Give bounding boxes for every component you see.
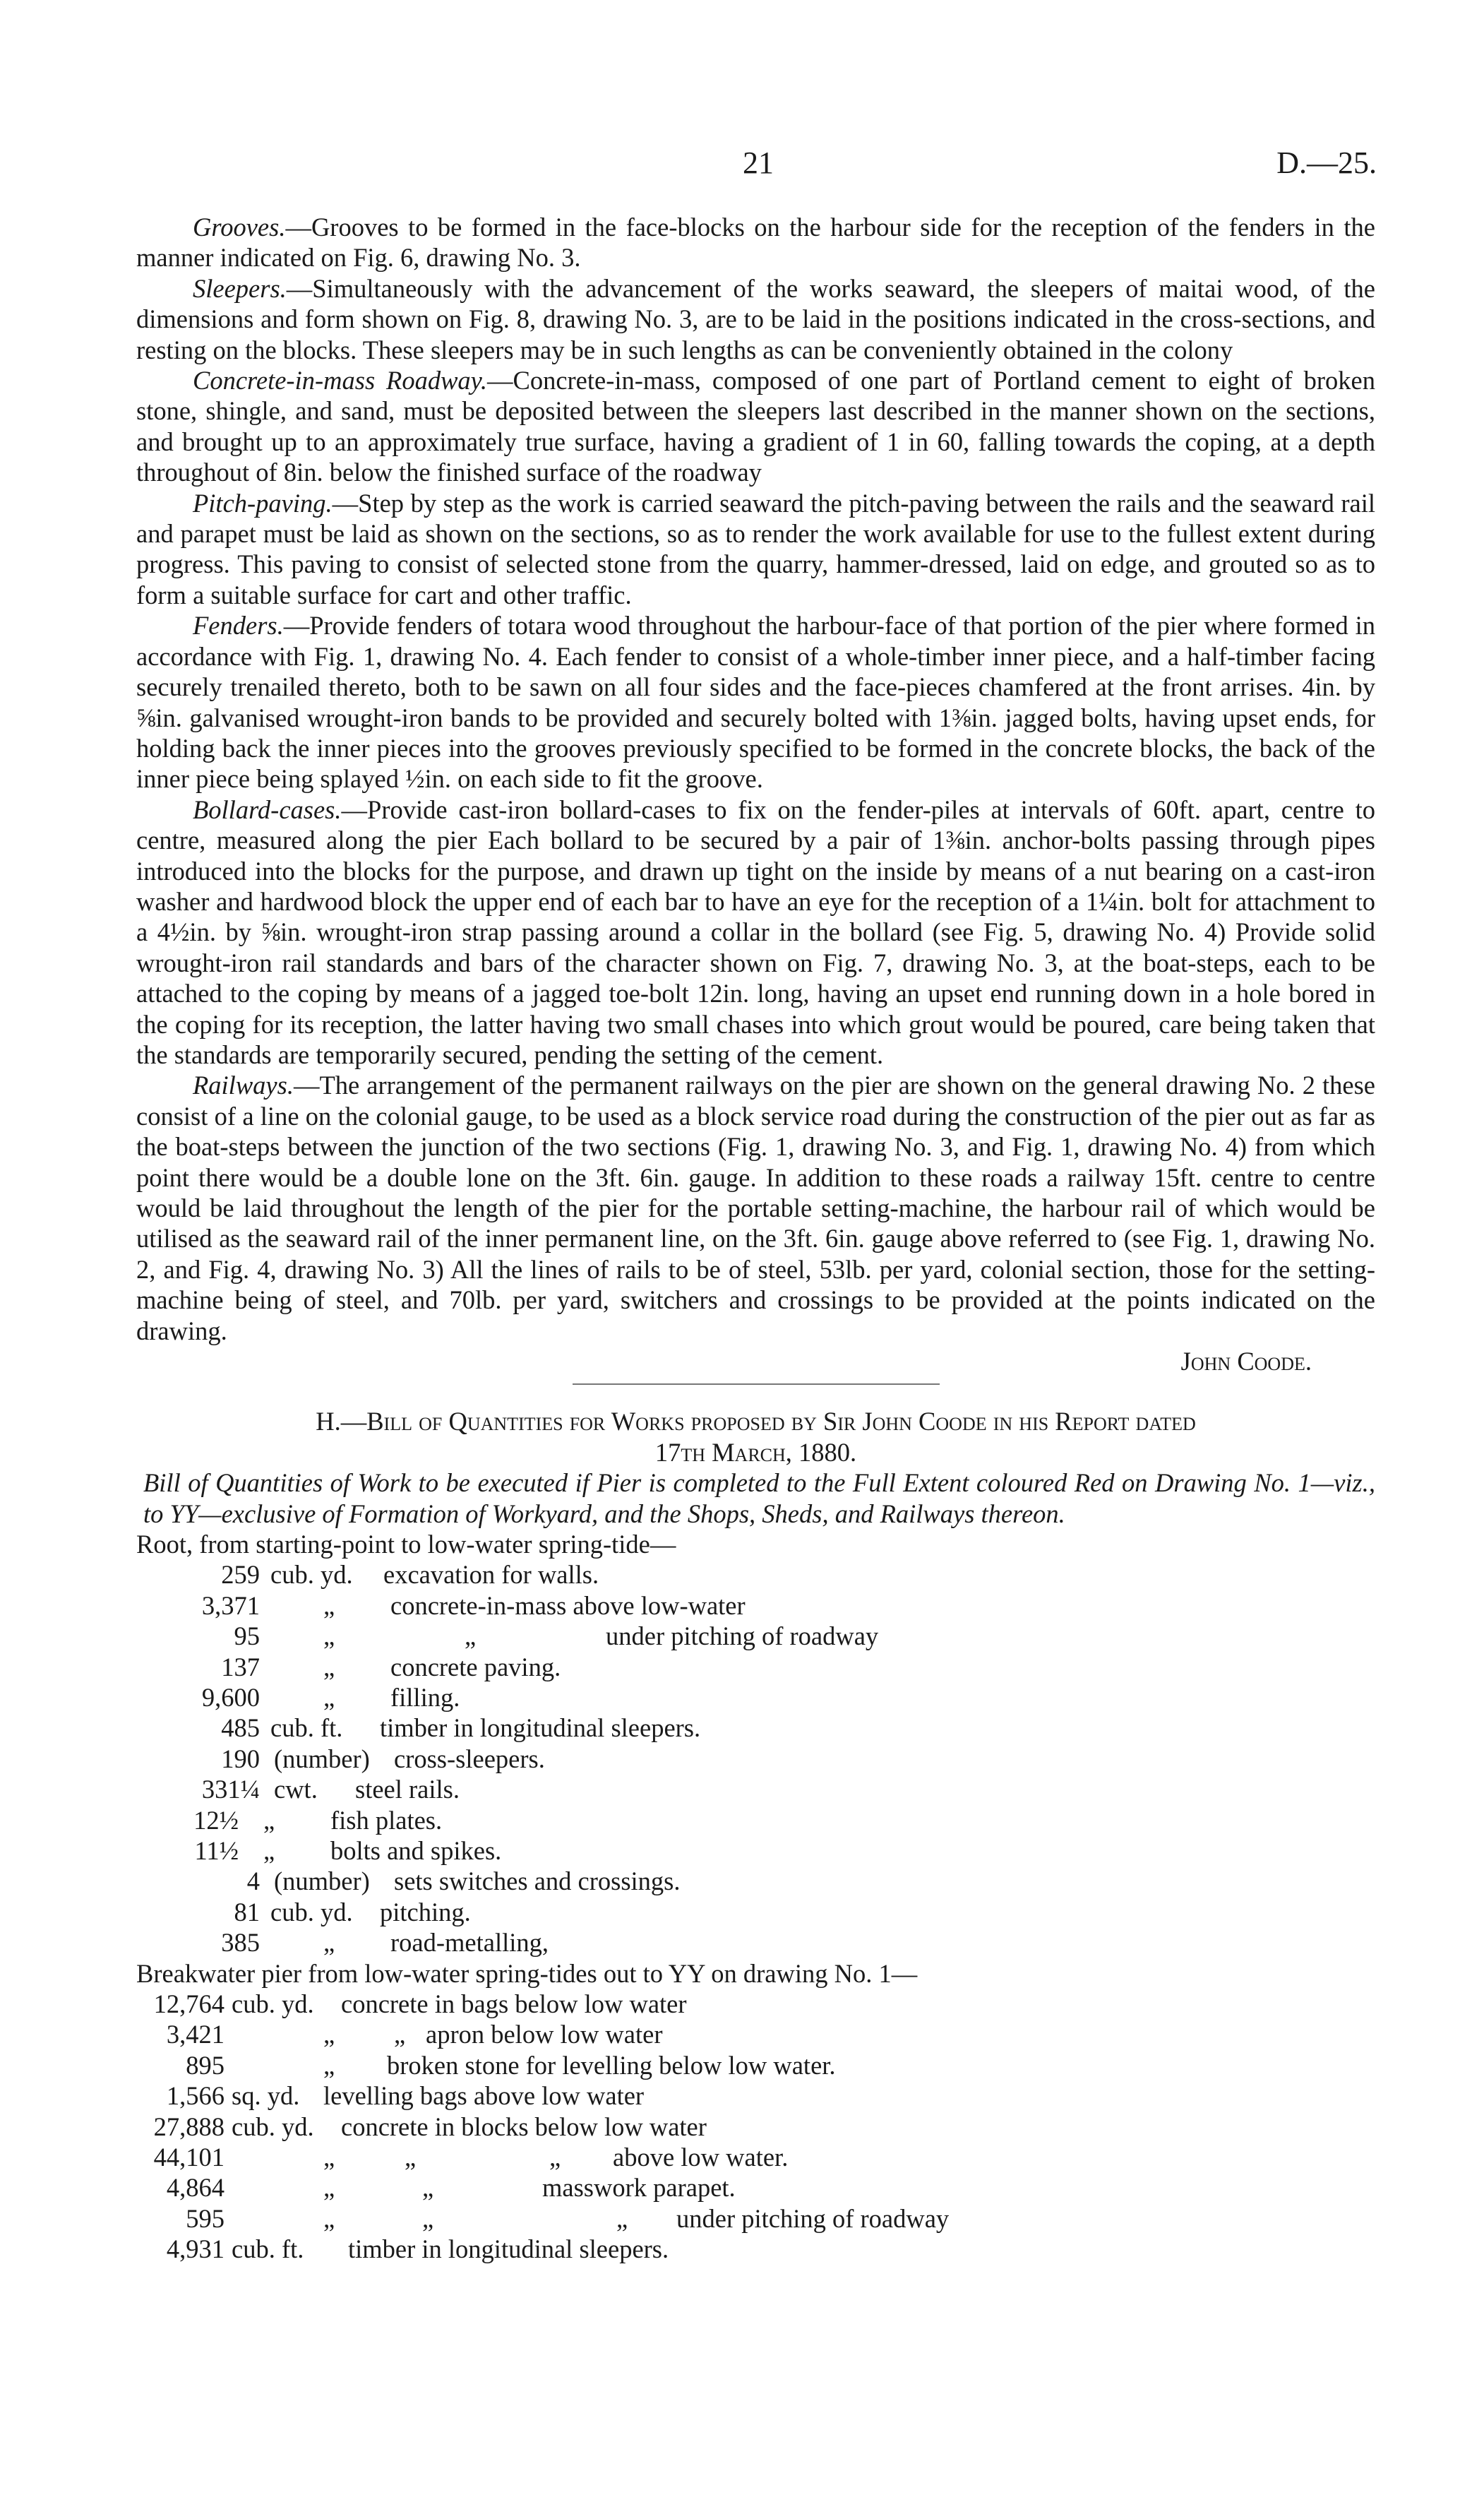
quantity-value: 1,566: [166, 2081, 225, 2111]
bill-title: H.—Bill of Quantities for Works proposed by Sir John Coode in his Report dated: [316, 1407, 1196, 1436]
quantity-unit: „: [263, 1835, 275, 1865]
quantity-row: [136, 2203, 1375, 2234]
quantity-value: 27,888: [153, 2112, 225, 2141]
quantity-value: 4: [246, 1866, 260, 1896]
quantity-unit: cwt.: [274, 1775, 318, 1804]
quantity-row: [136, 1774, 1375, 1804]
quantity-row: [136, 2234, 1375, 2264]
quantity-row: [136, 2142, 1375, 2172]
quantity-description: pitching.: [380, 1897, 471, 1927]
quantity-value: 44,101: [153, 2142, 225, 2172]
quantity-description: concrete paving.: [390, 1652, 561, 1681]
paragraph-concrete-roadway: Concrete-in-mass Roadway.—Concrete-in-mass, composed of one part of Portland cement to eight of broken stone, shingle, and sand, must be deposited between the sleepers last described in the manner shown on the sections, and brought up to an approximately true surface, having a gradient of 1 in 60, falling towards the coping, at a depth throughout of 8in. below the finished surface of the roadway: [136, 366, 1376, 487]
quantity-unit: cub. yd.: [232, 1989, 314, 2018]
quantity-unit: „: [323, 2203, 335, 2233]
quantity-row: [136, 1559, 1375, 1590]
quantity-value: 4,864: [166, 2173, 225, 2203]
quantity-description: steel rails.: [355, 1775, 460, 1804]
quantity-description: timber in longitudinal sleepers.: [380, 1713, 701, 1743]
quantity-description: timber in longitudinal sleepers.: [348, 2234, 669, 2264]
paragraph-bollard-cases: Bollard-cases.—Provide cast-iron bollard-cases to fix on the fender-piles at intervals of 60ft. apart, centre to centre, measured along the pier Each bollard to be secured by a pair of 1⅜in. anchor-bolts passing through pipes introduced into the blocks for the purpose, and drawn up tight on the inside by means of a nut bearing on a cast-iron washer and hardwood block the upper end of each bar to have an eye for the reception of a 1¼in. bolt for attachment to a 4½in. by ⅝in. wrought-iron strap passing around a collar in the bollard (see Fig. 5, drawing No. 4) Provide solid wrought-iron rail standards and bars of the character shown on Fig. 7, drawing No. 3, at the boat-steps, each to be attached to the coping by means of a jagged toe-bolt 12in. long, having an upset end running down in a hole bored in the coping for its reception, the latter having two small chases into which grout would be poured, care being taken that the standards are temporarily secured, pending the setting of the cement.: [136, 794, 1375, 1069]
signature: John Coode.: [1180, 1347, 1312, 1376]
quantity-unit: „: [323, 1590, 335, 1620]
quantity-description: excavation for walls.: [383, 1560, 599, 1590]
section-breakwater-items: [136, 1989, 1375, 2265]
quantity-unit: cub. yd.: [270, 1897, 353, 1927]
quantity-unit: „: [323, 2173, 335, 2203]
quantity-row: [136, 1621, 1375, 1651]
quantity-value: 595: [186, 2203, 225, 2233]
quantity-description: broken stone for levelling below low water.: [387, 2050, 836, 2080]
quantity-value: 895: [186, 2050, 225, 2080]
bill-subtitle-block: [136, 1467, 1375, 1529]
quantity-value: 11½: [194, 1835, 239, 1865]
quantity-unit: cub. yd.: [232, 2112, 314, 2141]
quantity-row: [136, 1682, 1375, 1713]
bill-title-date: 17th March, 1880.: [654, 1437, 857, 1467]
quantity-value: 9,600: [201, 1683, 260, 1713]
quantity-unit: (number): [274, 1744, 370, 1773]
ditto-mark: „: [422, 2203, 434, 2233]
quantity-description: road-metalling,: [390, 1928, 549, 1958]
quantity-row: [136, 2172, 1375, 2203]
quantity-unit: „: [323, 1683, 335, 1713]
quantity-unit: „: [323, 2050, 335, 2080]
quantity-row: [136, 1927, 1375, 1958]
quantity-row: [136, 2112, 1375, 2142]
quantity-value: 331¼: [201, 1775, 260, 1804]
quantity-value: 385: [221, 1928, 260, 1958]
quantity-description: sets switches and crossings.: [394, 1866, 681, 1896]
quantity-value: 259: [221, 1560, 260, 1590]
quantity-description: concrete in blocks below low water: [341, 2112, 707, 2141]
paragraph-fenders: Fenders.—Provide fenders of totara wood throughout the harbour-face of that portion of the pier where formed in accordance with Fig. 1, drawing No. 4. Each fender to consist of a whole-timber inner piece, and a half-timber facing securely trenailed thereto, both to be sawn on all four sides and the face-pieces chamfered at the front arrises. 4in. by ⅝in. galvanised wrought-iron bands to be provided and securely bolted with 1⅜in. jagged bolts, having upset ends, for holding back the inner pieces into the grooves previously specified to be formed in the concrete blocks, the back of the inner piece being splayed ½in. on each side to fit the groove.: [136, 611, 1375, 794]
paragraph-sleepers: Sleepers.—Simultaneously with the advancement of the works seaward, the sleepers of maitai wood, of the dimensions and form shown on Fig. 8, drawing No. 3, are to be laid in the positions indicated in the cross-sections, and resting on the blocks. These sleepers may be in such lengths as can be conveniently obtained in the colony: [136, 273, 1375, 364]
section-breakwater-heading: Breakwater pier from low-water spring-tides out to YY on drawing No. 1—: [136, 1958, 918, 1988]
paragraph-railways: Railways.—The arrangement of the permanent railways on the pier are shown on the general drawing No. 2 these consist of a line on the colonial gauge, to be used as a block service road during the construction of the pier out as far as the boat-steps between the junction of the two sections (Fig. 1, drawing No. 3, and Fig. 1, drawing No. 4) from which point there would be a double lone on the 3ft. 6in. gauge. In addition to these roads a railway 15ft. centre to centre would be laid throughout the length of the pier for the portable setting-machine, the harbour rail of which would be utilised as the seaward rail of the inner permanent line, on the 3ft. 6in. gauge above referred to (see Fig. 1, drawing No. 2, and Fig. 4, drawing No. 3) All the lines of rails to be of steel, 53lb. per yard, colonial section, those for the setting-machine being of steel, and 70lb. per yard, switchers and crossings to be provided at the points indicated on the drawing.: [136, 1071, 1375, 1345]
quantity-value: 12,764: [153, 1989, 225, 2018]
quantity-row: [136, 2080, 1375, 2111]
quantity-row: [136, 1713, 1375, 1743]
ditto-mark: „: [465, 1621, 477, 1651]
quantity-description: concrete in bags below low water: [341, 1989, 687, 2018]
section-root-items: [136, 1559, 1375, 1958]
document-body: [136, 212, 1375, 2264]
quantity-description: above low water.: [613, 2142, 789, 2172]
quantity-row: [136, 1590, 1375, 1621]
quantity-unit: „: [323, 1621, 335, 1651]
quantity-value: 81: [234, 1897, 260, 1927]
ditto-mark: „: [405, 2142, 417, 2172]
quantity-row: [136, 1866, 1375, 1896]
quantity-unit: (number): [274, 1866, 370, 1896]
quantity-description: under pitching of roadway: [676, 2203, 950, 2233]
page-header: [0, 145, 1484, 194]
divider-rule: [573, 1383, 940, 1385]
page-number: 21: [743, 145, 774, 180]
quantity-description: apron below low water: [426, 2020, 663, 2049]
quantity-unit: cub. ft.: [270, 1713, 343, 1743]
quantity-unit: „: [323, 1652, 335, 1681]
quantity-value: 3,371: [201, 1590, 260, 1620]
quantity-value: 485: [221, 1713, 260, 1743]
quantity-row: [136, 1835, 1375, 1866]
quantity-description: bolts and spikes.: [330, 1835, 502, 1865]
quantity-value: 190: [221, 1744, 260, 1773]
quantity-value: 137: [221, 1652, 260, 1681]
quantity-description: concrete-in-mass above low-water: [390, 1590, 746, 1620]
quantity-row: [136, 1989, 1375, 2019]
quantity-row: [136, 1744, 1375, 1774]
bill-subtitle: Bill of Quantities of Work to be executed if Pier is completed to the Full Extent coloured Red on Drawing No. 1—viz., to YY—exclusive of Formation of Workyard, and the Shops, Sheds, and Railways thereon.: [143, 1468, 1375, 1528]
ditto-mark: „: [616, 2203, 628, 2233]
quantity-value: 95: [234, 1621, 260, 1651]
quantity-unit: „: [323, 2142, 335, 2172]
ditto-mark: „: [422, 2173, 434, 2203]
quantity-row: [136, 1652, 1375, 1682]
paragraph-pitch-paving: Pitch-paving.—Step by step as the work is carried seaward the pitch-paving between the rails and the seaward rail and parapet must be laid as shown on the sections, so as to render the work available for use to the fullest extent during progress. This paving to consist of selected stone from the quarry, hammer-dressed, laid on edge, and grouted so as to form a suitable surface for cart and other traffic.: [136, 488, 1375, 609]
ditto-mark: „: [394, 2020, 406, 2049]
quantity-description: fish plates.: [330, 1805, 443, 1835]
quantity-description: masswork parapet.: [542, 2173, 736, 2203]
quantity-row: [136, 2019, 1375, 2049]
quantity-value: 12½: [193, 1805, 239, 1835]
quantity-unit: „: [263, 1805, 275, 1835]
quantity-value: 3,421: [166, 2020, 225, 2049]
quantity-row: [136, 2050, 1375, 2080]
quantity-unit: „: [323, 1928, 335, 1958]
quantity-row: [136, 1897, 1375, 1927]
quantity-description: filling.: [390, 1683, 460, 1713]
quantity-unit: sq. yd.: [232, 2081, 300, 2111]
quantity-description: under pitching of roadway: [606, 1621, 879, 1651]
quantity-description: levelling bags above low water: [323, 2081, 645, 2111]
quantity-unit: „: [323, 2020, 335, 2049]
document-reference: D.—25.: [1276, 145, 1377, 180]
quantity-unit: cub. yd.: [270, 1560, 353, 1590]
ditto-mark: „: [549, 2142, 561, 2172]
quantity-value: 4,931: [166, 2234, 225, 2264]
quantity-unit: cub. ft.: [232, 2234, 304, 2264]
quantity-description: cross-sleepers.: [394, 1744, 545, 1773]
quantity-row: [136, 1805, 1375, 1835]
paragraph-grooves: Grooves.—Grooves to be formed in the face-blocks on the harbour side for the reception of the fenders in the manner indicated on Fig. 6, drawing No. 3.: [136, 213, 1375, 273]
section-root-heading: Root, from starting-point to low-water spring-tide—: [136, 1530, 676, 1559]
